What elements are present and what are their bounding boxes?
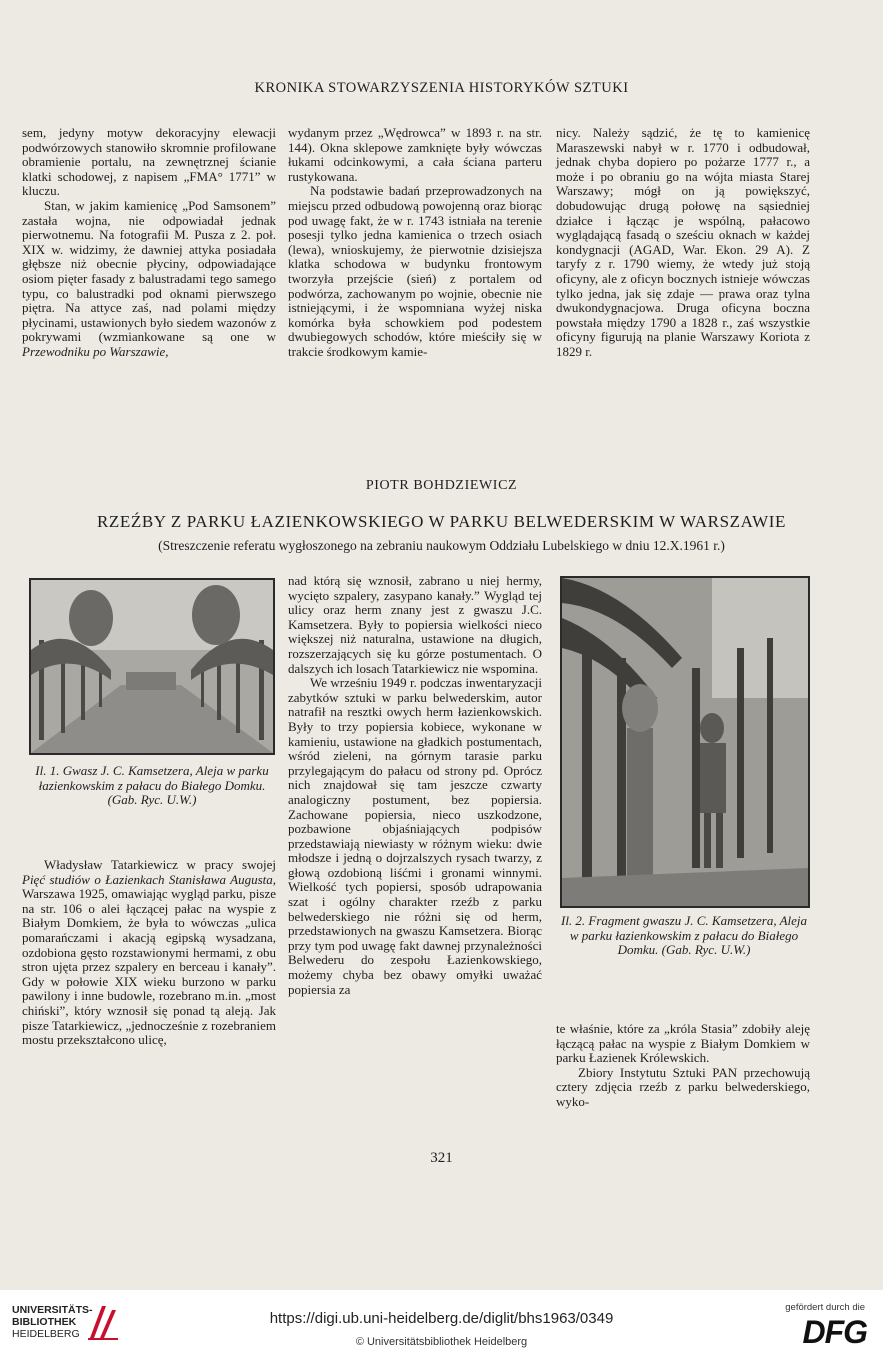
paragraph: wydanym przez „Wędrowca” w 1893 r. na str. 144). Okna sklepowe zamknięte były wówczas łukami odcinkowymi, a cała ściana parteru rustykowana. <box>288 125 542 184</box>
article-subtitle: (Streszczenie referatu wygłoszonego na zebraniu naukowym Oddziału Lubelskiego w dniu 12.X.1961 r.) <box>158 538 725 553</box>
copyright-notice: © Universitätsbibliothek Heidelberg <box>355 1336 528 1348</box>
body-column-1 <box>22 858 276 1048</box>
dfg-logo: DFG <box>802 1314 867 1350</box>
top-column-2 <box>288 126 542 360</box>
paragraph: nad którą się wznosił, zabrano u niej hermy, wycięto szpalery, zasypano kanały.” Wygląd tej ulicy oraz herm znany jest z gwaszu J.C. Kamsetzera. Były to popiersia wielkości nieco większej niż naturalna, ustawione na długich, rozszerzających się ku górze postumentach. O dalszych ich losach Tatarkiewicz nie wspomina. <box>288 573 542 676</box>
figure-1-caption: Il. 1. Gwasz J. C. Kamsetzera, Aleja w parku łazienkowskim z pałacu do Białego Domku. (Gab. Ryc. U.W.) <box>35 763 269 807</box>
body-column-3 <box>556 1022 810 1110</box>
funding-note: gefördert durch die <box>785 1302 865 1313</box>
article-author: PIOTR BOHDZIEWICZ <box>365 478 518 493</box>
figure-2-image <box>560 576 810 908</box>
figure-1-image <box>29 578 275 755</box>
body-column-2 <box>288 574 542 997</box>
article-title: RZEŹBY Z PARKU ŁAZIENKOWSKIEGO W PARKU BELWEDERSKIM W WARSZAWIE <box>96 512 787 531</box>
paragraph: Na podstawie badań przeprowadzonych na miejscu przed odbudową powojenną oraz biorąc pod uwagę fakt, że w r. 1743 istniała na terenie posesji tylko jedna kamienica o trzech osiach (lewa), wnioskujemy, że pierwotnie dzisiejsza klatka schodowa w budynku frontowym tworzyła przejście (sień) z portalem od podwórza, zachowanym po wojnie, obecnie nie istniejącymi, i że wspomniana wyżej niska komórka była schowkiem pod podestem dwubiegowych schodów, które mieściły się w trakcie środkowym kamie- <box>288 183 542 359</box>
viewer-footer <box>0 1290 883 1359</box>
paragraph: Władysław Tatarkiewicz w pracy swojej Pięć studiów o Łazienkach Stanisława Augusta, Warszawa 1925, omawiając wygląd parku, pisze na str. 106 o alei łączącej pałac na wyspie z Białym Domkiem, że była to wówczas „ulica pomarańczami i akacją egipską wysadzana, ozdobiona gęsto rozstawionymi hermami, z obu stron ujęta przez szpalery en berceau i kanały”. Gdy w połowie XIX wieku burzono w parku pawilony i inne budowle, rozebrano m.in. „most chiński”, który wznosił się ponad tą aleją. Jak pisze Tatarkiewicz, „jednocześnie z rozebraniem mostu przekształcono ulicę, <box>22 857 276 1048</box>
figure-2-caption: Il. 2. Fragment gwaszu J. C. Kamsetzera, Aleja w parku łazienkowskim z pałacu do Białego Domku. (Gab. Ryc. U.W.) <box>560 913 808 957</box>
top-column-3 <box>556 126 810 360</box>
university-library-logo-text: UNIVERSITÄTS- BIBLIOTHEK HEIDELBERG <box>12 1304 93 1340</box>
permalink-url[interactable]: https://digi.ub.uni-heidelberg.de/diglit/bhs1963/0349 <box>269 1310 614 1327</box>
page-number: 321 <box>430 1150 453 1166</box>
running-header: KRONIKA STOWARZYSZENIA HISTORYKÓW SZTUKI <box>254 80 629 96</box>
paragraph: nicy. Należy sądzić, że tę to kamienicę Maraszewski nabył w r. 1770 i odbudował, jednak chyba dopiero po pożarze 1777 r., a może i po obraniu go na wójta miasta Starej Warszawy; mógł on ją powiększyć, dobudowując drugą połowę na sąsiedniej działce i łącząc je wspólną, pałacowo wyglądającą fasadą o sześciu oknach w każdej kondygnacji (AGAD, War. Ekon. 29 A). Z taryfy z r. 1790 wiemy, że wtedy już stoją oficyny, ale z oficyn bocznych istnieje wówczas tylko jedna, jak się zdaje — prawa oraz tylna dwukondygnacjowa. Druga oficyna boczna powstała między 1790 a 1828 r., zaś wszystkie oficyny figurują na planie Warszawy Koriota z 1829 r. <box>556 125 810 359</box>
paragraph: te właśnie, które za „króla Stasia” zdobiły aleję łączącą pałac na wyspie z Białym Domkiem w parku Łazienek Królewskich. <box>556 1021 810 1066</box>
paragraph: We wrześniu 1949 r. podczas inwentaryzacji zabytków sztuki w parku belwederskim, autor natrafił na resztki owych herm łazienkowskich. Były to trzy popiersia kobiece, wykonane w kamieniu, ustawione na gładkich postumentach, wśród zieleni, na górnym tarasie parku przylegającym do pałacu od strony pd. Oprócz nich znajdował się tam jeszcze czwarty analogiczny postument, bez popiersia. Zachowane popiersia, nieco uszkodzone, pozbawione objaśniających podpisów przedstawiają niewiasty w różnym wieku: dwie młodsze i jedną o dojrzalszych rysach twarzy, z głową ozdobioną liśćmi i gronami winnymi. Wielkość tych popiersi, sposób udrapowania szat i ogólny charakter rzeźb z parku belwederskiego nie różni się od herm, przedstawionych na gwaszu Kamsetzera. Biorąc przy tym pod uwagę fakt dawnej przynależności Belwederu do zespołu Łazienkowskiego, możemy chyba bez obawy omyłki uważać popiersia za <box>288 675 542 997</box>
paragraph: sem, jedyny motyw dekoracyjny elewacji podwórzowych stanowiło skromnie profilowane obramienie portalu, na zewnętrznej ścianie klatki schodowej, z napisem „FMA° 1771” w kluczu. <box>22 125 276 199</box>
paragraph: Stan, w jakim kamienicę „Pod Samsonem” zastała wojna, nie odpowiadał jednak pierwotnemu. Na fotografii M. Pusza z 2. poł. XIX w. widzimy, że dawniej attyka posiadała głębsze niż obecnie płyciny, odpowiadające osiom pięter fasady z balustradami tego samego typu, co balustradki pod oknami pierwszego piętra. Na attyce zaś, nad polami między płycinami, ustawionych było siedem wazonów z pokrywami (wzmiankowane są one w Przewodniku po Warszawie, <box>22 197 276 359</box>
paragraph: Zbiory Instytutu Sztuki PAN przechowują cztery zdjęcia rzeźb z parku belwederskiego, wyko- <box>556 1064 810 1109</box>
top-column-1 <box>22 126 276 360</box>
